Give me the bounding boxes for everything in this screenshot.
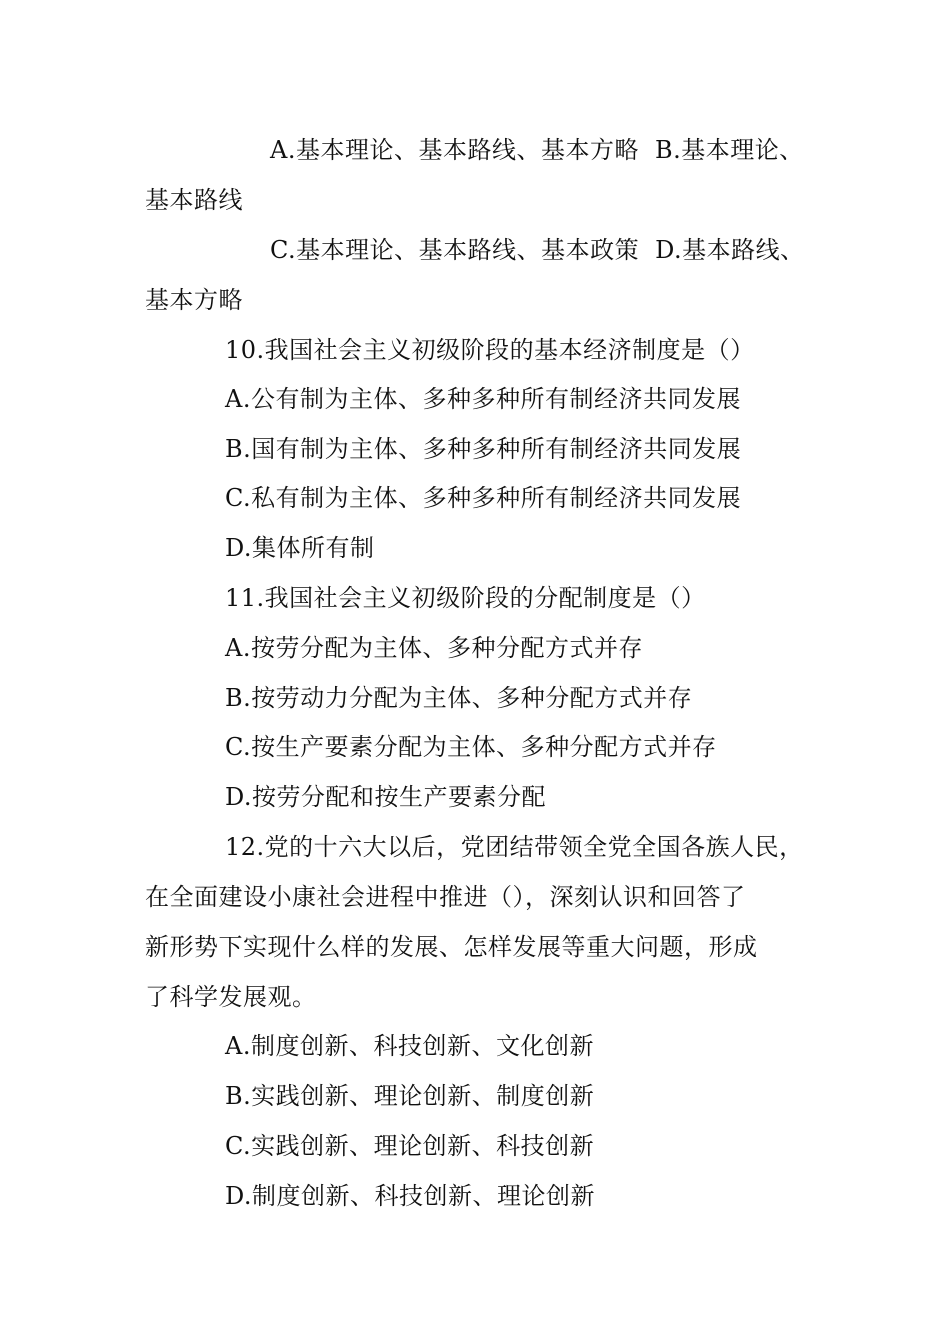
q9-options-row-ab [270,135,804,165]
q10-option-b: B.国有制为主体、多种多种所有制经济共同发展 [225,435,742,463]
q12-option-a: A.制度创新、科技创新、文化创新 [225,1032,594,1060]
q10-option-d: D.集体所有制 [225,534,375,562]
q10-option-a: A.公有制为主体、多种多种所有制经济共同发展 [225,385,741,413]
q9-option-b-continuation: 基本路线 [145,186,243,214]
q11-option-d: D.按劳分配和按生产要素分配 [225,783,547,811]
q9-option-a: A.基本理论、基本路线、基本方略 [270,136,639,164]
q11-option-a: A.按劳分配为主体、多种分配方式并存 [225,634,643,662]
q12-stem-line-4: 了科学发展观。 [145,983,317,1011]
q11-option-b: B.按劳动力分配为主体、多种分配方式并存 [225,684,693,712]
q9-options-row-cd [270,235,805,265]
q9-option-d-continuation: 基本方略 [145,286,243,314]
q12-option-c: C.实践创新、理论创新、科技创新 [225,1132,595,1160]
q12-stem-line-2: 在全面建设小康社会进程中推进（），深刻认识和回答了 [145,883,746,911]
q9-option-c: C.基本理论、基本路线、基本政策 [270,236,640,264]
q12-stem-line-3: 新形势下实现什么样的发展、怎样发展等重大问题，形成 [145,933,758,961]
q11-stem: 11.我国社会主义初级阶段的分配制度是（） [225,584,706,612]
q9-option-d: D.基本路线、 [655,236,805,264]
q12-option-b: B.实践创新、理论创新、制度创新 [225,1082,595,1110]
q10-option-c: C.私有制为主体、多种多种所有制经济共同发展 [225,484,742,512]
q10-stem: 10.我国社会主义初级阶段的基本经济制度是（） [225,336,755,364]
q12-option-d: D.制度创新、科技创新、理论创新 [225,1182,596,1210]
q11-option-c: C.按生产要素分配为主体、多种分配方式并存 [225,733,717,761]
q12-stem-line-1: 12.党的十六大以后，党团结带领全党全国各族人民， [225,833,804,861]
q9-option-b: B.基本理论、 [654,136,804,164]
